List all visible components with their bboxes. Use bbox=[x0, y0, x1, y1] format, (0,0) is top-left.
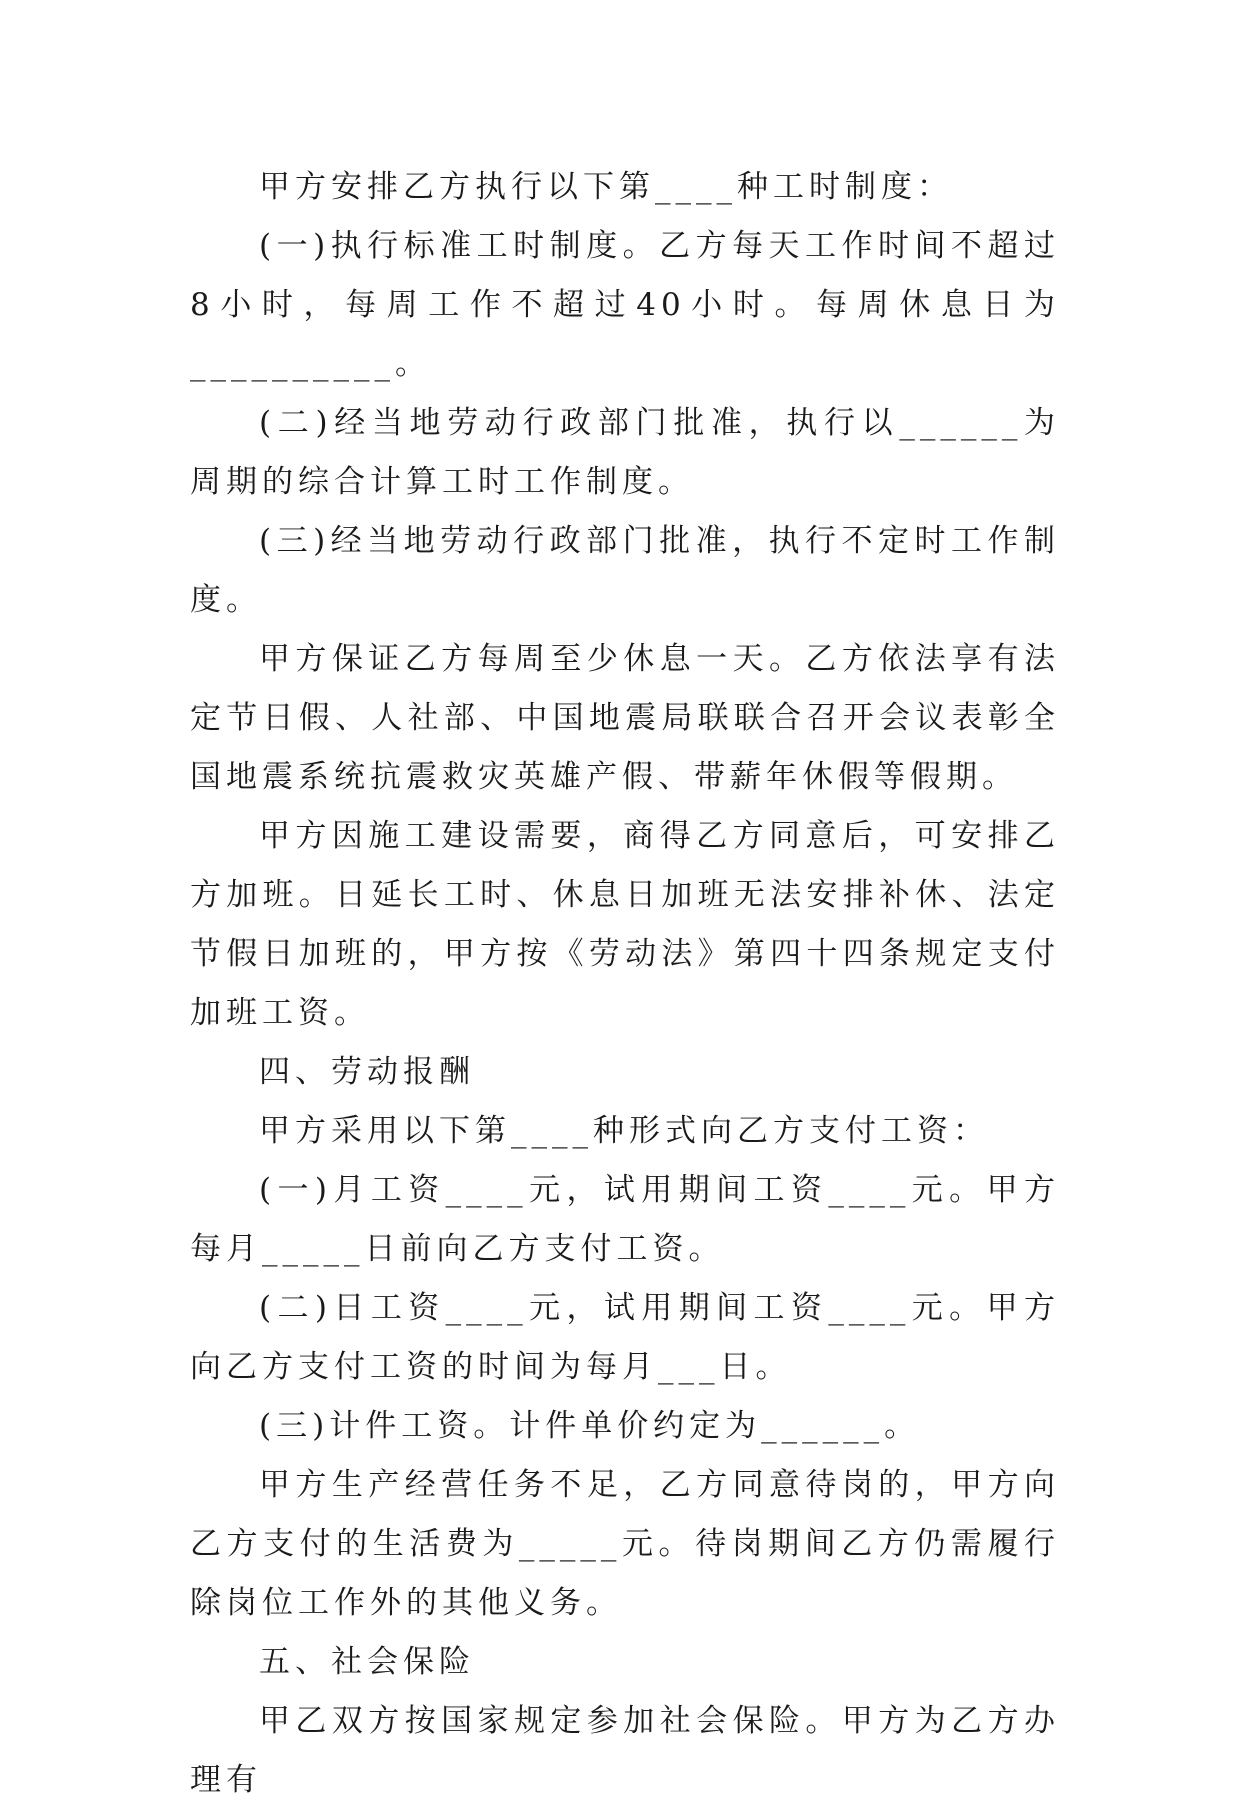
paragraph-flexible-hours: (三)经当地劳动行政部门批准，执行不定时工作制度。 bbox=[190, 523, 1060, 618]
paragraph-overtime: 甲方因施工建设需要，商得乙方同意后，可安排乙方加班。日延长工时、休息日加班无法安排补休、法定节假日加班的，甲方按《劳动法》第四十四条规定支付加班工资。 bbox=[190, 818, 1060, 1031]
paragraph-work-hour-system: 甲方安排乙方执行以下第____种工时制度： bbox=[259, 169, 953, 205]
section-heading-remuneration: 四、劳动报酬 bbox=[259, 1054, 475, 1090]
paragraph-monthly-wage: (一)月工资____元，试用期间工资____元。甲方每月_____日前向乙方支付工资。 bbox=[190, 1172, 1060, 1267]
paragraph-daily-wage: (二)日工资____元，试用期间工资____元。甲方向乙方支付工资的时间为每月___日。 bbox=[190, 1290, 1060, 1385]
paragraph-standard-hours: (一)执行标准工时制度。乙方每天工作时间不超过8小时，每周工作不超过40小时。每周休息日为__________。 bbox=[190, 228, 1060, 382]
paragraph-payment-form: 甲方采用以下第____种形式向乙方支付工资： bbox=[259, 1113, 989, 1149]
section-heading-social-insurance: 五、社会保险 bbox=[259, 1644, 475, 1680]
paragraph-comprehensive-hours: (二)经当地劳动行政部门批准，执行以______为周期的综合计算工时工作制度。 bbox=[190, 405, 1060, 500]
paragraph-social-insurance: 甲乙双方按国家规定参加社会保险。甲方为乙方办理有 bbox=[190, 1703, 1060, 1798]
paragraph-piece-wage: (三)计件工资。计件单价约定为______。 bbox=[259, 1408, 921, 1444]
document-body bbox=[190, 158, 1060, 1810]
paragraph-rest-days: 甲方保证乙方每周至少休息一天。乙方依法享有法定节日假、人社部、中国地震局联联合召开会议表彰全国地震系统抗震救灾英雄产假、带薪年休假等假期。 bbox=[190, 641, 1060, 795]
paragraph-standby-allowance: 甲方生产经营任务不足，乙方同意待岗的，甲方向乙方支付的生活费为_____元。待岗期间乙方仍需履行除岗位工作外的其他义务。 bbox=[190, 1467, 1060, 1621]
